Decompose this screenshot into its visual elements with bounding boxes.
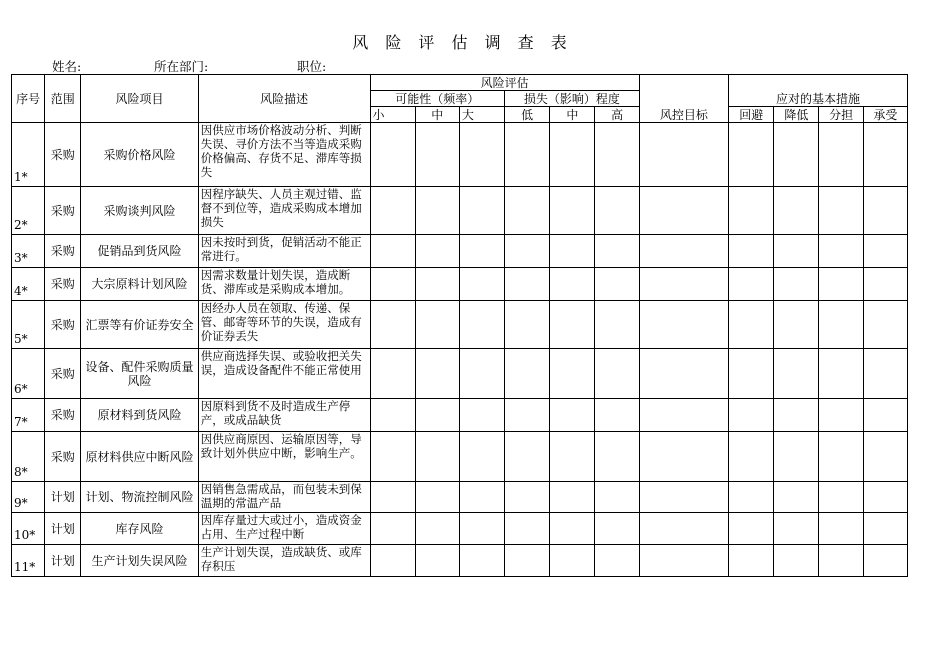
row-empty-cell [370, 545, 415, 577]
row-empty-cell [550, 301, 595, 349]
row-empty-cell [819, 301, 863, 349]
row-empty-cell [774, 349, 819, 399]
row-empty-cell [459, 123, 504, 187]
row-scope: 采购 [45, 432, 81, 482]
row-risk-description: 因未按时到货，促销活动不能正常进行。 [198, 235, 370, 268]
row-empty-cell [863, 545, 907, 577]
row-scope: 计划 [45, 545, 81, 577]
row-risk-item: 库存风险 [81, 513, 199, 545]
row-empty-cell [639, 349, 728, 399]
row-empty-cell [505, 187, 550, 235]
row-risk-description: 供应商选择失误、或验收把关失误，造成设备配件不能正常使用 [198, 349, 370, 399]
row-empty-cell [595, 349, 639, 399]
row-seq: 11* [12, 545, 45, 577]
row-empty-cell [819, 123, 863, 187]
header-control-target: 风控目标 [639, 75, 728, 123]
row-empty-cell [550, 545, 595, 577]
row-empty-cell [370, 513, 415, 545]
row-empty-cell [863, 268, 907, 301]
row-empty-cell [729, 268, 774, 301]
row-empty-cell [370, 432, 415, 482]
row-risk-item: 采购价格风险 [81, 123, 199, 187]
header-risk-description: 风险描述 [198, 75, 370, 123]
row-empty-cell [729, 513, 774, 545]
row-empty-cell [370, 235, 415, 268]
table-row [12, 123, 908, 187]
row-risk-item: 采购谈判风险 [81, 187, 199, 235]
row-risk-description: 生产计划失误，造成缺货、或库存积压 [198, 545, 370, 577]
row-empty-cell [505, 399, 550, 432]
row-seq: 9* [12, 482, 45, 513]
row-empty-cell [863, 349, 907, 399]
row-empty-cell [639, 301, 728, 349]
row-empty-cell [550, 123, 595, 187]
row-scope: 采购 [45, 268, 81, 301]
row-empty-cell [459, 349, 504, 399]
row-risk-description: 因经办人员在领取、传递、保管、邮寄等环节的失误，造成有价证券丢失 [198, 301, 370, 349]
row-empty-cell [459, 187, 504, 235]
row-empty-cell [863, 399, 907, 432]
row-seq: 10* [12, 513, 45, 545]
row-empty-cell [459, 545, 504, 577]
header-impact-mid: 中 [550, 107, 595, 123]
row-risk-description: 因供应商原因、运输原因等，导致计划外供应中断，影响生产。 [198, 432, 370, 482]
row-empty-cell [819, 482, 863, 513]
row-empty-cell [415, 235, 459, 268]
row-risk-description: 因程序缺失、人员主观过错、监督不到位等，造成采购成本增加损失 [198, 187, 370, 235]
row-empty-cell [550, 513, 595, 545]
row-empty-cell [729, 301, 774, 349]
row-risk-item: 设备、配件采购质量风险 [81, 349, 199, 399]
row-risk-item: 大宗原料计划风险 [81, 268, 199, 301]
header-impact-high: 高 [595, 107, 639, 123]
row-risk-description: 因原料到货不及时造成生产停产，或成品缺货 [198, 399, 370, 432]
page-title: 风 险 评 估 调 查 表 [352, 33, 573, 52]
row-empty-cell [370, 301, 415, 349]
row-empty-cell [863, 123, 907, 187]
row-empty-cell [774, 545, 819, 577]
row-empty-cell [505, 235, 550, 268]
row-empty-cell [639, 545, 728, 577]
row-empty-cell [595, 482, 639, 513]
row-empty-cell [505, 513, 550, 545]
row-empty-cell [595, 545, 639, 577]
row-empty-cell [459, 268, 504, 301]
table-row [12, 545, 908, 577]
row-risk-description: 因销售急需成品，而包装未到保温期的常温产品 [198, 482, 370, 513]
row-empty-cell [774, 482, 819, 513]
row-empty-cell [505, 301, 550, 349]
row-empty-cell [550, 349, 595, 399]
row-empty-cell [459, 399, 504, 432]
risk-assessment-table [11, 74, 908, 577]
row-risk-description: 因供应市场价格波动分析、判断失误、寻价方法不当等造成采购价格偏高、存货不足、滞库等损失 [198, 123, 370, 187]
row-empty-cell [819, 268, 863, 301]
row-empty-cell [415, 432, 459, 482]
row-seq: 5* [12, 301, 45, 349]
row-scope: 计划 [45, 513, 81, 545]
header-prob-low: 小 [370, 107, 415, 123]
header-risk-item: 风险项目 [81, 75, 199, 123]
row-empty-cell [774, 123, 819, 187]
row-scope: 采购 [45, 123, 81, 187]
row-risk-item: 计划、物流控制风险 [81, 482, 199, 513]
row-empty-cell [819, 235, 863, 268]
row-empty-cell [819, 399, 863, 432]
row-scope: 采购 [45, 399, 81, 432]
row-empty-cell [415, 268, 459, 301]
row-empty-cell [774, 187, 819, 235]
row-empty-cell [774, 301, 819, 349]
row-scope: 采购 [45, 301, 81, 349]
row-empty-cell [459, 301, 504, 349]
row-risk-item: 促销品到货风险 [81, 235, 199, 268]
row-empty-cell [863, 482, 907, 513]
row-empty-cell [550, 187, 595, 235]
row-empty-cell [370, 268, 415, 301]
header-measures: 应对的基本措施 [729, 75, 908, 107]
row-empty-cell [863, 513, 907, 545]
table-row [12, 432, 908, 482]
table-row [12, 268, 908, 301]
row-empty-cell [550, 399, 595, 432]
row-scope: 采购 [45, 235, 81, 268]
row-empty-cell [415, 123, 459, 187]
row-empty-cell [595, 187, 639, 235]
row-empty-cell [550, 235, 595, 268]
header-measure-reduce: 降低 [774, 107, 819, 123]
row-empty-cell [459, 482, 504, 513]
row-empty-cell [595, 399, 639, 432]
header-impact-low: 低 [505, 107, 550, 123]
row-seq: 7* [12, 399, 45, 432]
row-empty-cell [639, 235, 728, 268]
header-risk-assessment: 风险评估 [370, 75, 639, 91]
row-empty-cell [370, 187, 415, 235]
row-seq: 6* [12, 349, 45, 399]
row-empty-cell [774, 268, 819, 301]
row-empty-cell [639, 482, 728, 513]
row-empty-cell [595, 513, 639, 545]
row-empty-cell [370, 399, 415, 432]
table-row [12, 301, 908, 349]
row-empty-cell [505, 123, 550, 187]
row-empty-cell [415, 399, 459, 432]
row-empty-cell [415, 482, 459, 513]
row-empty-cell [505, 482, 550, 513]
row-empty-cell [863, 187, 907, 235]
row-empty-cell [774, 513, 819, 545]
row-empty-cell [595, 123, 639, 187]
row-empty-cell [774, 432, 819, 482]
row-risk-item: 原材料到货风险 [81, 399, 199, 432]
row-empty-cell [505, 268, 550, 301]
row-risk-item: 原材料供应中断风险 [81, 432, 199, 482]
row-seq: 4* [12, 268, 45, 301]
row-empty-cell [729, 187, 774, 235]
row-empty-cell [729, 545, 774, 577]
table-row [12, 399, 908, 432]
header-prob-mid: 中 [415, 107, 459, 123]
row-empty-cell [595, 432, 639, 482]
row-empty-cell [639, 399, 728, 432]
row-empty-cell [639, 513, 728, 545]
row-empty-cell [550, 482, 595, 513]
row-empty-cell [863, 235, 907, 268]
row-risk-description: 因库存量过大或过小，造成资金占用、生产过程中断 [198, 513, 370, 545]
header-scope: 范围 [45, 75, 81, 123]
row-empty-cell [729, 349, 774, 399]
row-empty-cell [863, 432, 907, 482]
row-empty-cell [370, 349, 415, 399]
table-row [12, 513, 908, 545]
row-risk-item: 生产计划失误风险 [81, 545, 199, 577]
table-row [12, 349, 908, 399]
table-row [12, 235, 908, 268]
header-seq: 序号 [12, 75, 45, 123]
row-scope: 计划 [45, 482, 81, 513]
table-row [12, 187, 908, 235]
header-impact: 损失（影响）程度 [505, 91, 640, 107]
row-empty-cell [595, 301, 639, 349]
row-empty-cell [639, 187, 728, 235]
position-label: 职位: [297, 59, 327, 74]
row-risk-description: 因需求数量计划失误，造成断货、滞库或是采购成本增加。 [198, 268, 370, 301]
row-empty-cell [505, 349, 550, 399]
header-prob-high: 大 [459, 107, 504, 123]
row-empty-cell [774, 399, 819, 432]
row-empty-cell [370, 123, 415, 187]
row-empty-cell [550, 432, 595, 482]
header-probability: 可能性（频率） [370, 91, 505, 107]
row-empty-cell [459, 513, 504, 545]
table-row [12, 482, 908, 513]
row-empty-cell [370, 482, 415, 513]
row-empty-cell [729, 432, 774, 482]
row-empty-cell [505, 432, 550, 482]
row-seq: 8* [12, 432, 45, 482]
row-empty-cell [415, 545, 459, 577]
row-seq: 3* [12, 235, 45, 268]
row-empty-cell [415, 513, 459, 545]
row-empty-cell [595, 235, 639, 268]
row-empty-cell [819, 513, 863, 545]
row-empty-cell [639, 123, 728, 187]
row-empty-cell [415, 187, 459, 235]
row-empty-cell [819, 432, 863, 482]
department-label: 所在部门: [154, 59, 209, 74]
row-empty-cell [459, 432, 504, 482]
row-seq: 1* [12, 123, 45, 187]
header-measure-share: 分担 [819, 107, 863, 123]
row-empty-cell [819, 187, 863, 235]
row-empty-cell [505, 545, 550, 577]
row-empty-cell [729, 123, 774, 187]
row-empty-cell [415, 301, 459, 349]
row-empty-cell [639, 268, 728, 301]
row-empty-cell [550, 268, 595, 301]
row-empty-cell [729, 482, 774, 513]
row-empty-cell [863, 301, 907, 349]
row-empty-cell [774, 235, 819, 268]
header-measure-avoid: 回避 [729, 107, 774, 123]
name-label: 姓名: [52, 59, 82, 74]
row-empty-cell [595, 268, 639, 301]
row-empty-cell [639, 432, 728, 482]
row-empty-cell [819, 545, 863, 577]
row-empty-cell [729, 235, 774, 268]
row-empty-cell [459, 235, 504, 268]
row-empty-cell [415, 349, 459, 399]
row-seq: 2* [12, 187, 45, 235]
header-measure-accept: 承受 [863, 107, 907, 123]
row-empty-cell [819, 349, 863, 399]
row-empty-cell [729, 399, 774, 432]
row-scope: 采购 [45, 349, 81, 399]
row-risk-item: 汇票等有价证券安全 [81, 301, 199, 349]
row-scope: 采购 [45, 187, 81, 235]
